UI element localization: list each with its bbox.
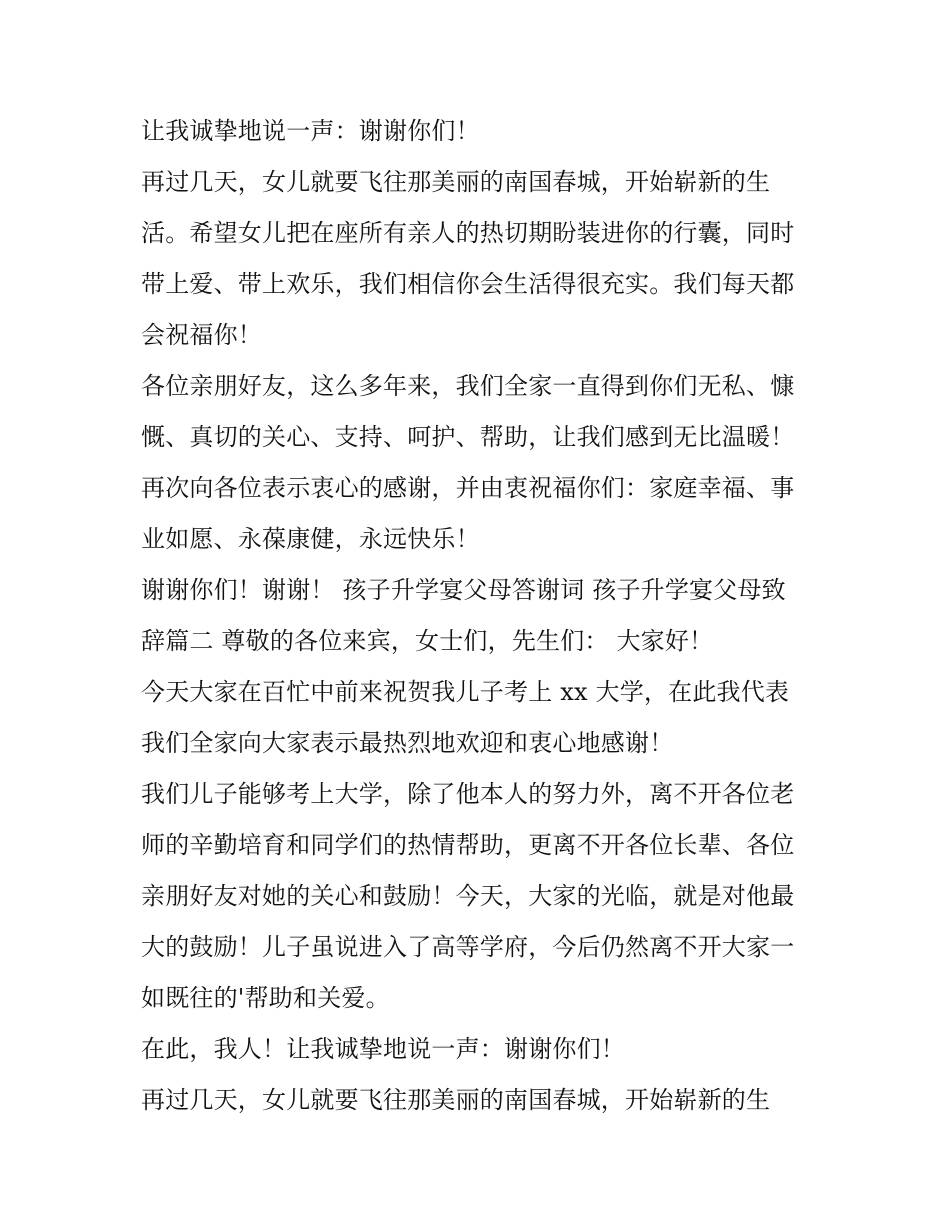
- text-line: 辞篇二 尊敬的各位来宾，女士们，先生们： 大家好！: [141, 627, 714, 655]
- text-line: 活。希望女儿把在座所有亲人的热切期盼装进你的行囊，同时: [141, 219, 795, 247]
- text-line: 带上爱、带上欢乐，我们相信你会生活得很充实。我们每天都: [141, 270, 795, 298]
- text-line: 业如愿、永葆康健，永远快乐！: [141, 525, 480, 553]
- document-body: [141, 106, 821, 1126]
- text-line: 在此，我人！让我诚挚地说一声：谢谢你们！: [141, 1035, 625, 1063]
- text-line: 师的辛勤培育和同学们的热情帮助，更离不开各位长辈、各位: [141, 831, 795, 859]
- text-line: 如既往的'帮助和关爱。: [141, 984, 390, 1012]
- text-line: 今天大家在百忙中前来祝贺我儿子考上 xx 大学，在此我代表: [141, 678, 790, 706]
- text-line: 我们全家向大家表示最热烈地欢迎和衷心地感谢！: [141, 729, 674, 757]
- text-line: 再过几天，女儿就要飞往那美丽的南国春城，开始崭新的生: [141, 168, 771, 196]
- text-line: 各位亲朋好友，这么多年来，我们全家一直得到你们无私、慷: [141, 372, 795, 400]
- text-line: 我们儿子能够考上大学，除了他本人的努力外，离不开各位老: [141, 780, 795, 808]
- text-line: 让我诚挚地说一声：谢谢你们！: [141, 117, 480, 145]
- text-line: 谢谢你们！谢谢！ 孩子升学宴父母答谢词 孩子升学宴父母致: [141, 576, 786, 604]
- text-line: 亲朋好友对她的关心和鼓励！今天，大家的光临，就是对他最: [141, 882, 795, 910]
- text-line: 再过几天，女儿就要飞往那美丽的南国春城，开始崭新的生: [141, 1086, 771, 1114]
- text-line: 大的鼓励！儿子虽说进入了高等学府，今后仍然离不开大家一: [141, 933, 795, 961]
- text-line: 慨、真切的关心、支持、呵护、帮助，让我们感到无比温暖！: [141, 423, 795, 451]
- text-line: 再次向各位表示衷心的感谢，并由衷祝福你们：家庭幸福、事: [141, 474, 795, 502]
- text-line: 会祝福你！: [141, 321, 262, 349]
